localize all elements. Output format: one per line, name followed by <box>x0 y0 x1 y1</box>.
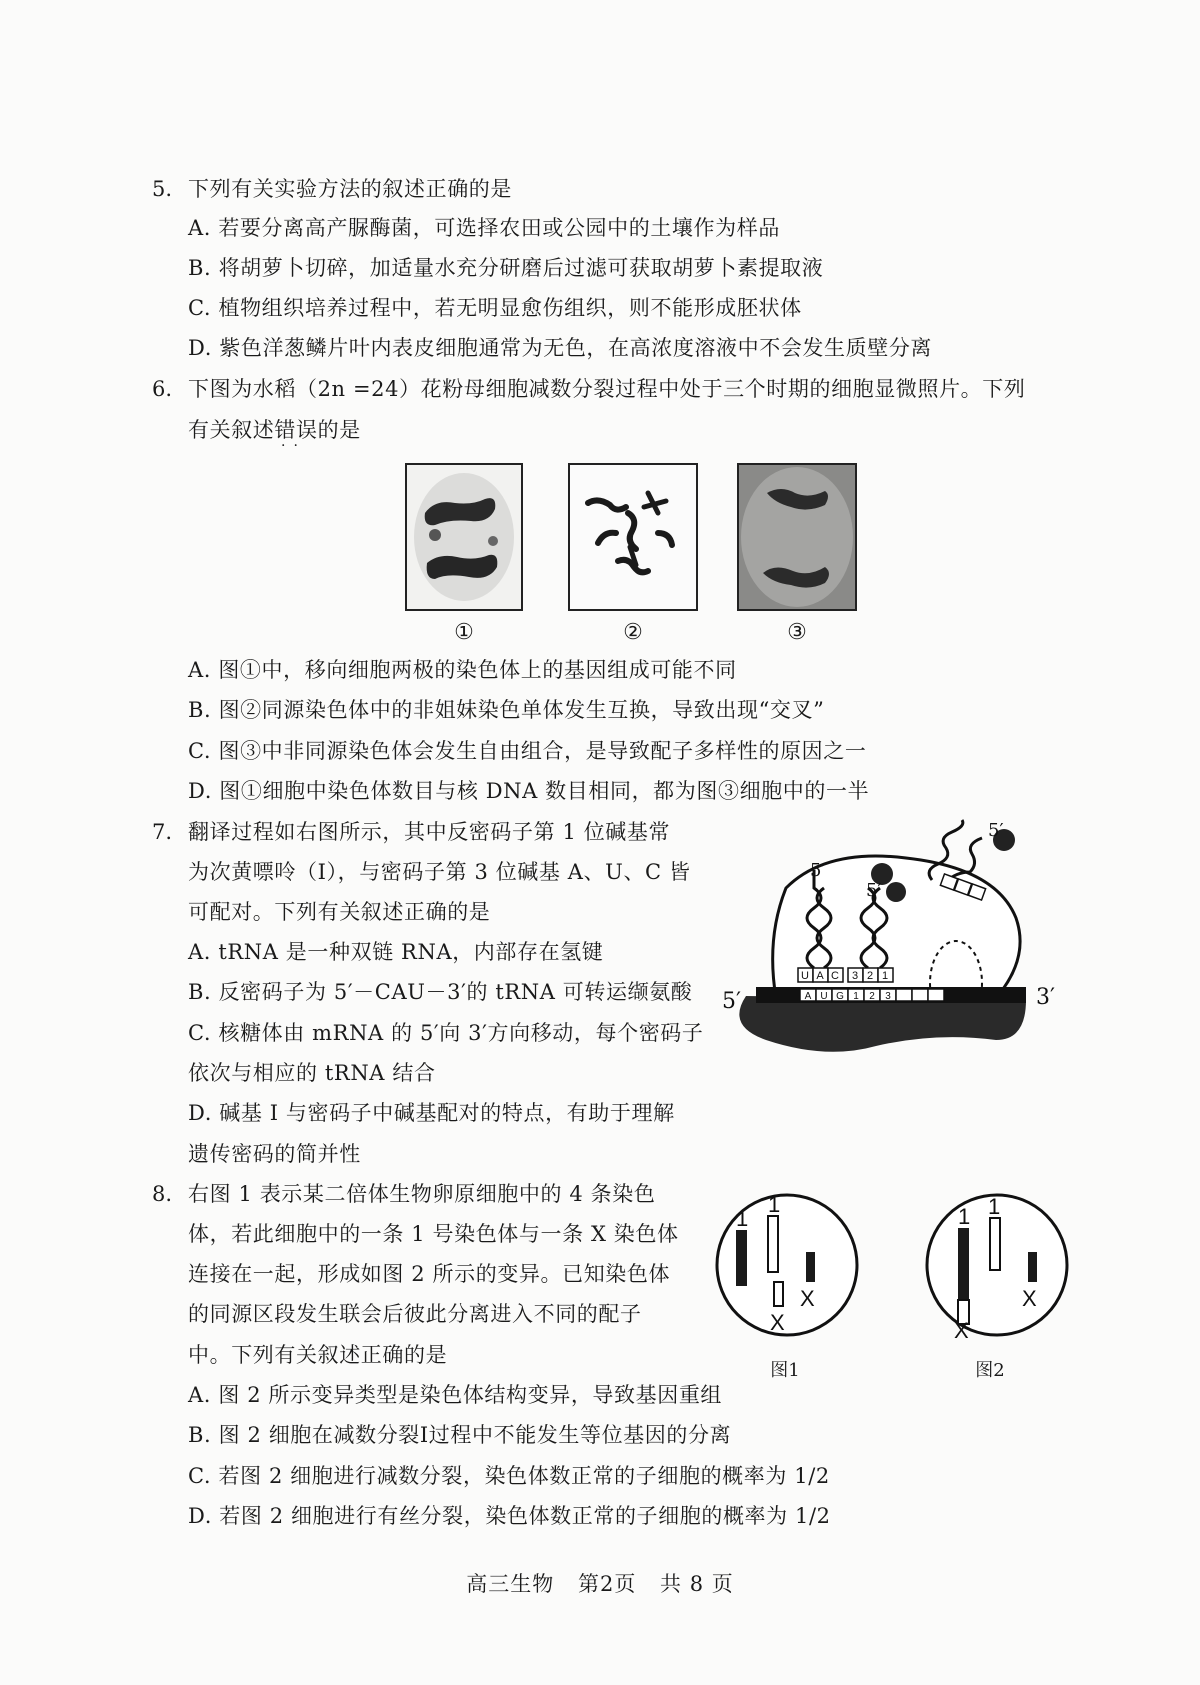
fig2-x-right-label: X <box>1022 1286 1037 1311</box>
micrograph-1-label: ① <box>454 620 474 645</box>
q8-stem-line1: 右图 1 表示某二倍体生物卵原细胞中的 4 条染色 <box>188 1182 656 1206</box>
anticodon-2-base-2: 2 <box>866 970 874 982</box>
q7-option-a: A. tRNA 是一种双链 RNA，内部存在氢键 <box>188 940 604 964</box>
q7-stem-line3: 可配对。下列有关叙述正确的是 <box>188 900 491 924</box>
micrograph-1 <box>405 463 523 611</box>
translation-diagram <box>716 818 1076 1068</box>
q7-option-c: C. 核糖体由 mRNA 的 5′向 3′方向移动，每个密码子 <box>188 1021 704 1045</box>
q7-number: 7. <box>152 820 173 844</box>
micrograph-3 <box>737 463 857 611</box>
trna-2-5prime-label: 5′ <box>866 880 882 901</box>
fig2-caption: 图2 <box>975 1360 1005 1381</box>
q6-stem-line1: 下图为水稻（2n =24）花粉母细胞减数分裂过程中处于三个时期的细胞显微照片。下列 <box>188 377 1026 401</box>
codon-base-4: 1 <box>853 991 859 1002</box>
q7-option-c-cont: 依次与相应的 tRNA 结合 <box>188 1061 436 1085</box>
footer-total: 共 8 页 <box>660 1572 734 1596</box>
q6-stem-line2: 有关叙述错误的是 <box>188 418 361 442</box>
q8-stem-line3: 连接在一起，形成如图 2 所示的变异。已知染色体 <box>188 1262 671 1286</box>
fig1-x-right-label: X <box>800 1286 815 1311</box>
q6-number: 6. <box>152 377 173 401</box>
codon-base-2: U <box>820 991 828 1002</box>
fig1-caption: 图1 <box>770 1360 800 1381</box>
q6-emphasis-dots: ·· <box>281 438 306 454</box>
anticodon-1-base-1: U <box>801 970 809 982</box>
anticodon-2-base-3: 1 <box>881 970 889 982</box>
anticodon-1-base-2: A <box>816 970 824 982</box>
micrograph-2-label: ② <box>623 620 643 645</box>
q6-option-d: D. 图①细胞中染色体数目与核 DNA 数目相同，都为图③细胞中的一半 <box>188 779 870 803</box>
fig2-chr1-right-label: 1 <box>988 1194 1001 1219</box>
q8-stem-line4: 的同源区段发生联会后彼此分离进入不同的配子 <box>188 1302 642 1326</box>
q5-option-a: A. 若要分离高产脲酶菌，可选择农田或公园中的土壤作为样品 <box>188 216 780 240</box>
q8-number: 8. <box>152 1182 173 1206</box>
q7-option-d-cont: 遗传密码的简并性 <box>188 1142 361 1166</box>
q7-option-b: B. 反密码子为 5′－CAU－3′的 tRNA 可转运缬氨酸 <box>188 980 693 1004</box>
q5-option-c: C. 植物组织培养过程中，若无明显愈伤组织，则不能形成胚状体 <box>188 296 802 320</box>
q5-option-b: B. 将胡萝卜切碎，加适量水充分研磨后过滤可获取胡萝卜素提取液 <box>188 256 824 280</box>
q7-stem-line2: 为次黄嘌呤（I），与密码子第 3 位碱基 A、U、C 皆 <box>188 860 691 884</box>
q7-stem-line1: 翻译过程如右图所示，其中反密码子第 1 位碱基常 <box>188 820 671 844</box>
fig1-chr1-left-label: 1 <box>736 1206 749 1231</box>
trna-1-5prime-label: 5′ <box>810 860 826 881</box>
q8-option-a: A. 图 2 所示变异类型是染色体结构变异，导致基因重组 <box>188 1383 723 1407</box>
fig1-x-bottom-label: X <box>770 1310 785 1335</box>
codon-base-5: 2 <box>869 991 875 1002</box>
chromosome-figure-1 <box>712 1190 862 1340</box>
anticodon-1-base-3: C <box>831 970 839 982</box>
q8-option-c: C. 若图 2 细胞进行减数分裂，染色体数正常的子细胞的概率为 1/2 <box>188 1464 830 1488</box>
q5-number: 5. <box>152 177 173 201</box>
q5-option-d: D. 紫色洋葱鳞片叶内表皮细胞通常为无色，在高浓度溶液中不会发生质壁分离 <box>188 336 933 360</box>
q6-option-a: A. 图①中，移向细胞两极的染色体上的基因组成可能不同 <box>188 658 737 682</box>
anticodon-2-base-1: 3 <box>851 970 859 982</box>
trna-exit-5prime-label: 5′ <box>988 820 1004 841</box>
q6-option-b: B. 图②同源染色体中的非姐妹染色单体发生互换，导致出现“交叉” <box>188 698 825 722</box>
q8-stem-line5: 中。下列有关叙述正确的是 <box>188 1343 448 1367</box>
chromosome-figure-2 <box>922 1190 1072 1340</box>
micrograph-3-label: ③ <box>787 620 807 645</box>
mrna-5prime-label: 5′ <box>722 989 741 1014</box>
codon-base-1: A <box>804 991 812 1002</box>
fig1-chr1-right-label: 1 <box>768 1192 781 1217</box>
micrograph-2 <box>568 463 698 611</box>
mrna-3prime-label: 3′ <box>1036 985 1055 1010</box>
fig2-x-bottom-label: X <box>954 1318 969 1340</box>
q7-option-d: D. 碱基 I 与密码子中碱基配对的特点，有助于理解 <box>188 1101 675 1125</box>
page-footer <box>0 1568 1200 1598</box>
q8-stem-line2: 体，若此细胞中的一条 1 号染色体与一条 X 染色体 <box>188 1222 679 1246</box>
codon-base-3: G <box>836 991 844 1002</box>
q8-option-b: B. 图 2 细胞在减数分裂Ⅰ过程中不能发生等位基因的分离 <box>188 1423 732 1447</box>
q5-stem: 下列有关实验方法的叙述正确的是 <box>188 177 512 201</box>
fig2-chr1-left-label: 1 <box>958 1204 971 1229</box>
q8-option-d: D. 若图 2 细胞进行有丝分裂，染色体数正常的子细胞的概率为 1/2 <box>188 1504 831 1528</box>
q6-option-c: C. 图③中非同源染色体会发生自由组合，是导致配子多样性的原因之一 <box>188 739 867 763</box>
codon-base-6: 3 <box>885 991 891 1002</box>
footer-page: 第2页 <box>577 1572 637 1596</box>
footer-subject: 高三生物 <box>466 1572 555 1596</box>
